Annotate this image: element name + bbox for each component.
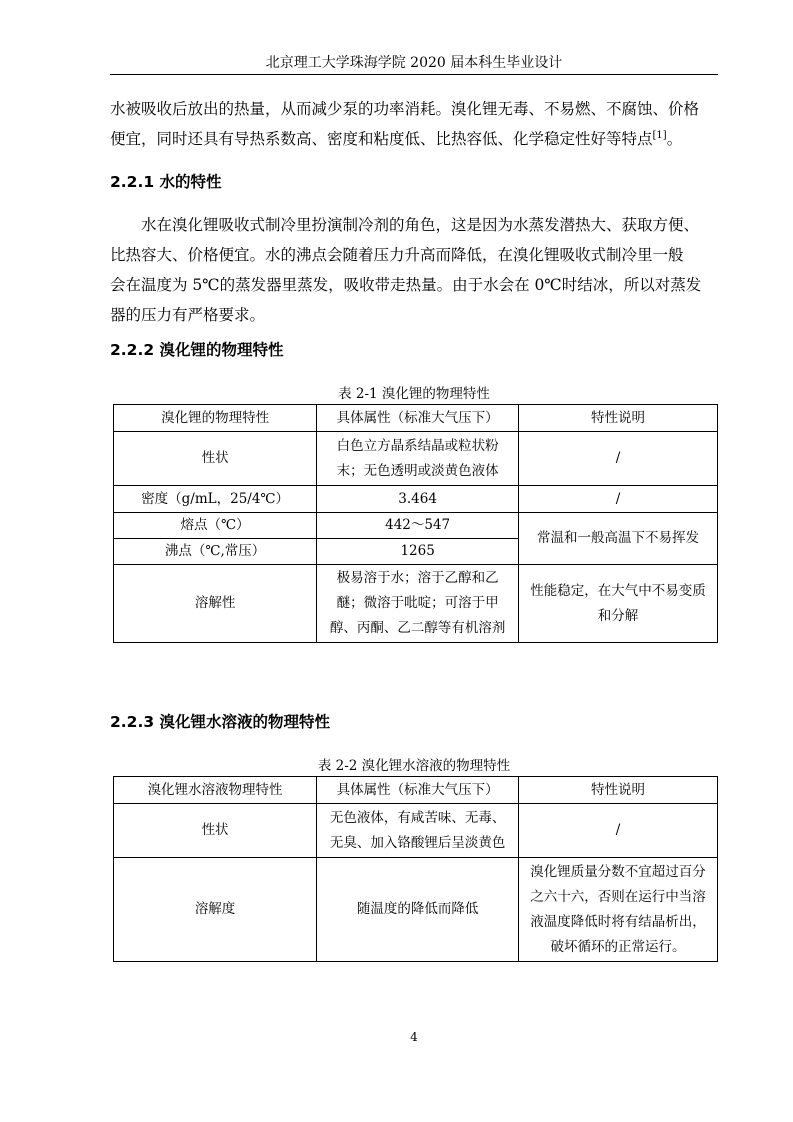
section-heading-2-2-3: 2.2.3 溴化锂水溶液的物理特性	[110, 713, 331, 731]
value-line: 无色液体，有咸苦味、无毒、	[329, 809, 506, 826]
row-value	[317, 565, 519, 643]
table-row	[114, 486, 718, 513]
note-line: 和分解	[597, 607, 639, 624]
row-value	[317, 432, 519, 486]
table-header-cell: 特性说明	[519, 777, 718, 804]
value-line: 白色立方晶系结晶或粒状粉	[336, 437, 499, 454]
row-note: 常温和一般高温下不易挥发	[519, 513, 718, 565]
table-row	[114, 858, 718, 962]
table-header-cell: 特性说明	[519, 405, 718, 432]
note-line: 液温度降低时将有结晶析出，	[530, 913, 706, 930]
table-header-row	[114, 405, 718, 432]
intro-line-1: 水被吸收后放出的热量，从而减少泵的功率消耗。溴化锂无毒、不易燃、不腐蚀、价格	[110, 100, 700, 118]
header-rule	[110, 74, 718, 75]
table-header-cell: 具体属性（标准大气压下）	[317, 405, 519, 432]
row-note: /	[519, 804, 718, 858]
page-header: 北京理工大学珠海学院 2020 届本科生毕业设计	[265, 55, 563, 71]
row-label: 溶解性	[114, 565, 317, 643]
intro-line-2-text: 便宜，同时还具有导热系数高、密度和粘度低、比热容低、化学稳定性好等特点	[110, 130, 653, 148]
note-line: 溴化锂质量分数不宜超过百分	[530, 863, 706, 880]
row-note: /	[519, 432, 718, 486]
table-row	[114, 804, 718, 858]
row-value: 1265	[317, 539, 519, 565]
intro-line-2	[110, 124, 718, 154]
value-line: 极易溶于水；溶于乙醇和乙	[336, 570, 499, 586]
note-line: 破坏循环的正常运行。	[550, 938, 686, 955]
water-line-4: 器的压力有严格要求。	[110, 306, 266, 324]
table-row	[114, 565, 718, 643]
table-2-2-caption: 表 2-2 溴化锂水溶液的物理特性	[317, 758, 511, 774]
note-line: 之六十六，否则在运行中当溶	[530, 888, 706, 905]
note-line: 性能稳定，在大气中不易变质	[530, 582, 706, 599]
table-header-cell: 溴化锂的物理特性	[114, 405, 317, 432]
table-row	[114, 513, 718, 539]
row-label: 沸点（℃,常压）	[114, 539, 317, 565]
table-2-1	[113, 404, 718, 643]
intro-paragraph	[110, 94, 718, 154]
value-line: 无臭、加入铬酸锂后呈淡黄色	[329, 834, 506, 851]
page-number: 4	[410, 1030, 418, 1044]
row-note	[519, 565, 718, 643]
table-header-cell: 溴化锂水溶液物理特性	[114, 777, 317, 804]
value-line: 醇、丙酮、乙二醇等有机溶剂	[329, 620, 506, 636]
section-heading-2-2-1: 2.2.1 水的特性	[110, 173, 222, 191]
citation-ref: [1]	[652, 129, 667, 141]
row-value: 442～547	[317, 513, 519, 539]
row-label: 溶解度	[114, 858, 317, 962]
table-header-cell: 具体属性（标准大气压下）	[317, 777, 519, 804]
water-line-2: 比热容大、价格便宜。水的沸点会随着压力升高而降低，在溴化锂吸收式制冷里一般	[110, 246, 684, 264]
row-label: 熔点（℃）	[114, 513, 317, 539]
row-value: 随温度的降低而降低	[317, 858, 519, 962]
section-heading-2-2-2: 2.2.2 溴化锂的物理特性	[110, 341, 284, 359]
row-label: 性状	[114, 432, 317, 486]
table-2-1-caption: 表 2-1 溴化锂的物理特性	[338, 386, 490, 402]
table-2-2	[113, 776, 718, 962]
intro-line-2-end: 。	[666, 130, 683, 148]
row-value: 3.464	[317, 486, 519, 513]
row-note: /	[519, 486, 718, 513]
row-note	[519, 858, 718, 962]
row-label: 密度（g/mL，25/4℃）	[114, 486, 317, 513]
table-header-row	[114, 777, 718, 804]
table-row	[114, 432, 718, 486]
water-line-1: 水在溴化锂吸收式制冷里扮演制冷剂的角色，这是因为水蒸发潜热大、获取方便、	[141, 216, 700, 234]
value-line: 末；无色透明或淡黄色液体	[336, 462, 499, 479]
row-value	[317, 804, 519, 858]
water-paragraph	[110, 210, 718, 330]
water-line-3: 会在温度为 5℃的蒸发器里蒸发，吸收带走热量。由于水会在 0℃时结冰，所以对蒸发	[110, 276, 702, 294]
row-label: 性状	[114, 804, 317, 858]
value-line: 醚；微溶于吡啶；可溶于甲	[336, 595, 499, 611]
